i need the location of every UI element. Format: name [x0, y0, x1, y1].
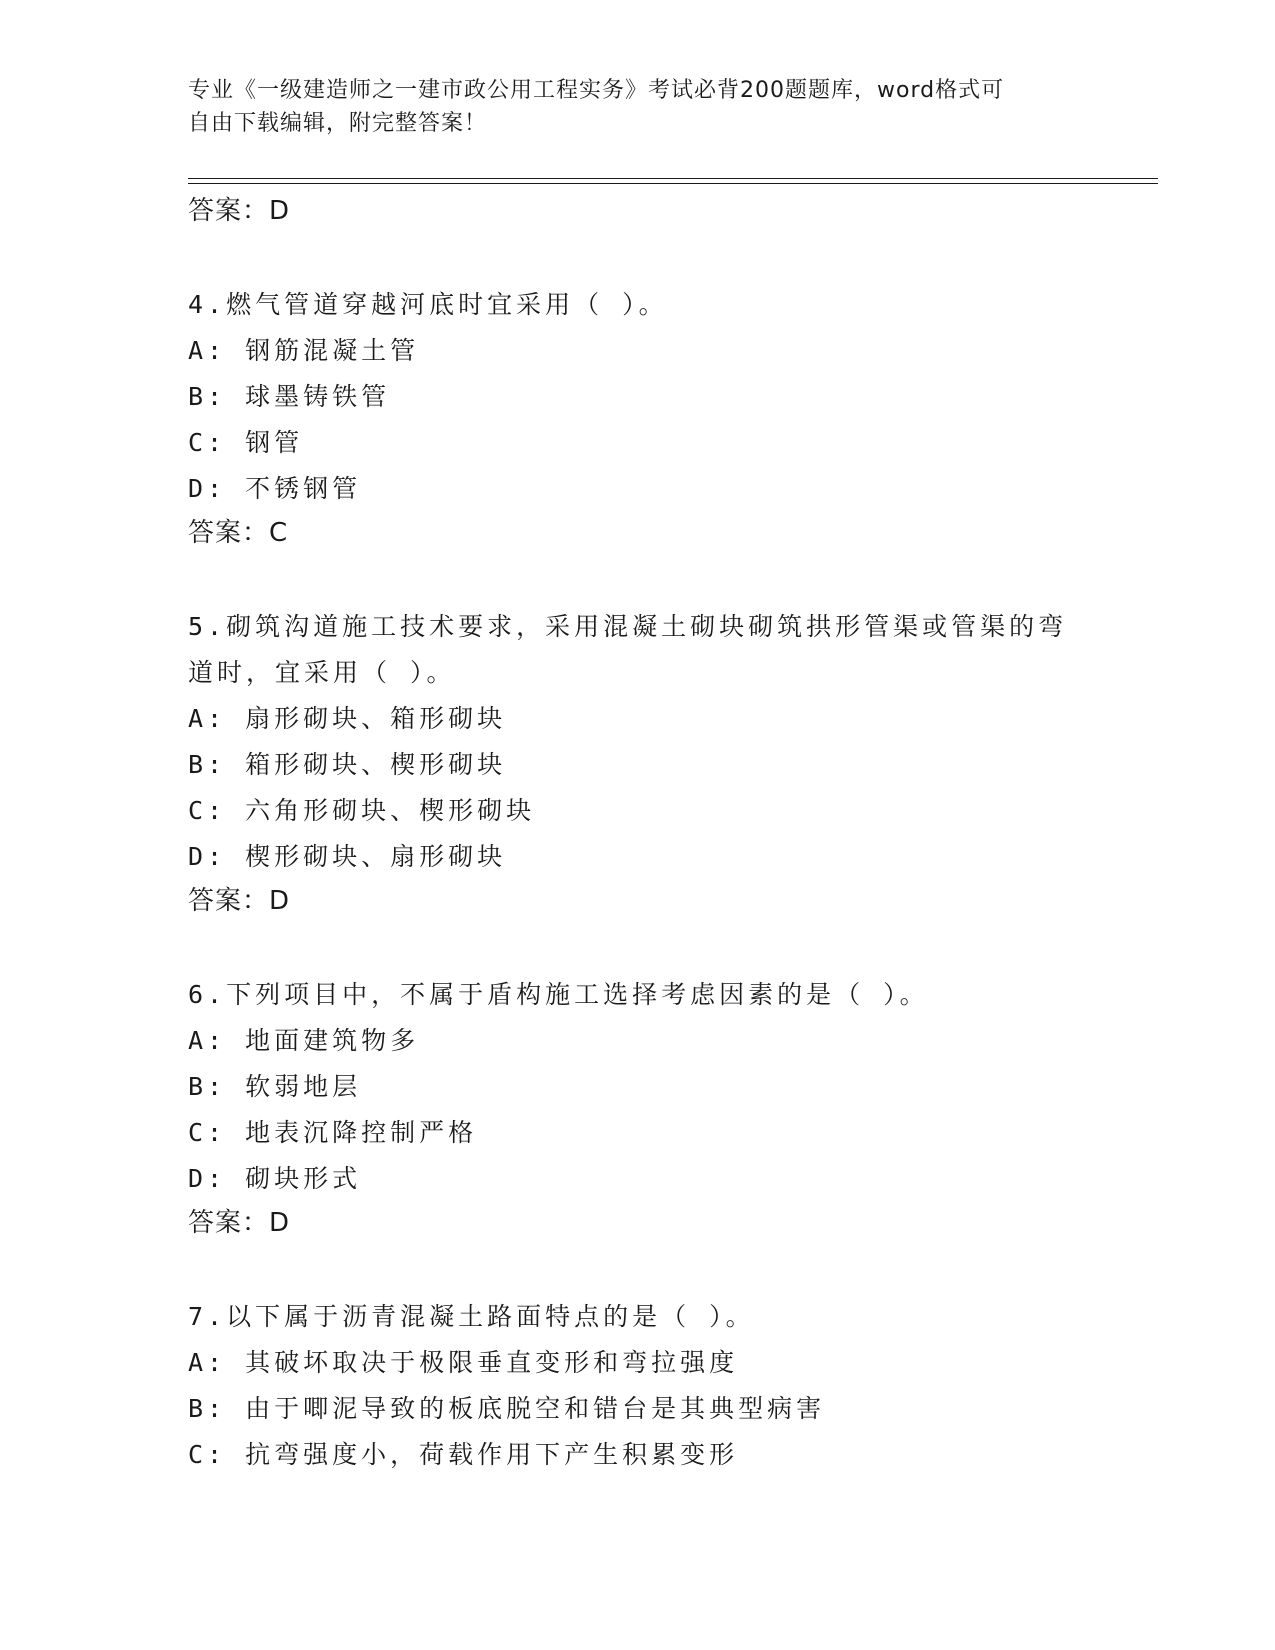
spacer: [188, 232, 1088, 282]
option-c: C: 抗弯强度小，荷载作用下产生积累变形: [188, 1440, 739, 1469]
question-block: [188, 1294, 1088, 1478]
header-line-1: 专业《一级建造师之一建市政公用工程实务》考试必背200题题库，word格式可: [188, 78, 1005, 103]
option-b: B: 箱形砌块、楔形砌块: [188, 750, 507, 779]
option-c: C: 六角形砌块、楔形砌块: [188, 796, 536, 825]
option-c: C: 地表沉降控制严格: [188, 1118, 478, 1147]
option-d: D: 砌块形式: [188, 1164, 362, 1193]
header-divider-bottom: [188, 183, 1158, 184]
document-header: [188, 74, 1068, 140]
answer-line: 答案：D: [188, 1208, 291, 1238]
header-line-2: 自由下载编辑，附完整答案！: [188, 111, 488, 136]
spacer: [188, 1244, 1088, 1294]
question-list: [188, 190, 1088, 1478]
spacer: [188, 554, 1088, 604]
option-a: A: 扇形砌块、箱形砌块: [188, 704, 507, 733]
option-b: B: 由于唧泥导致的板底脱空和错台是其典型病害: [188, 1394, 826, 1423]
option-b: B: 球墨铸铁管: [188, 382, 391, 411]
answer-line: 答案：D: [188, 196, 291, 226]
question-stem-line-1: 5.砌筑沟道施工技术要求，采用混凝土砌块砌筑拱形管渠或管渠的弯: [188, 612, 1068, 641]
option-d: D: 楔形砌块、扇形砌块: [188, 842, 507, 871]
question-block: [188, 972, 1088, 1244]
question-stem: 4.燃气管道穿越河底时宜采用（ ）。: [188, 290, 668, 319]
header-divider-top: [188, 178, 1158, 179]
answer-line: 答案：C: [188, 518, 289, 548]
option-b: B: 软弱地层: [188, 1072, 362, 1101]
option-c: C: 钢管: [188, 428, 304, 457]
question-block: [188, 282, 1088, 554]
option-a: A: 钢筋混凝土管: [188, 336, 420, 365]
answer-line: 答案：D: [188, 886, 291, 916]
spacer: [188, 922, 1088, 972]
question-stem: 6.下列项目中，不属于盾构施工选择考虑因素的是（ ）。: [188, 980, 929, 1009]
option-a: A: 地面建筑物多: [188, 1026, 420, 1055]
question-stem-line-2: 道时，宜采用（ ）。: [188, 658, 456, 687]
option-a: A: 其破坏取决于极限垂直变形和弯拉强度: [188, 1348, 739, 1377]
question-stem: 7.以下属于沥青混凝土路面特点的是（ ）。: [188, 1302, 755, 1331]
question-block: [188, 604, 1088, 922]
option-d: D: 不锈钢管: [188, 474, 362, 503]
